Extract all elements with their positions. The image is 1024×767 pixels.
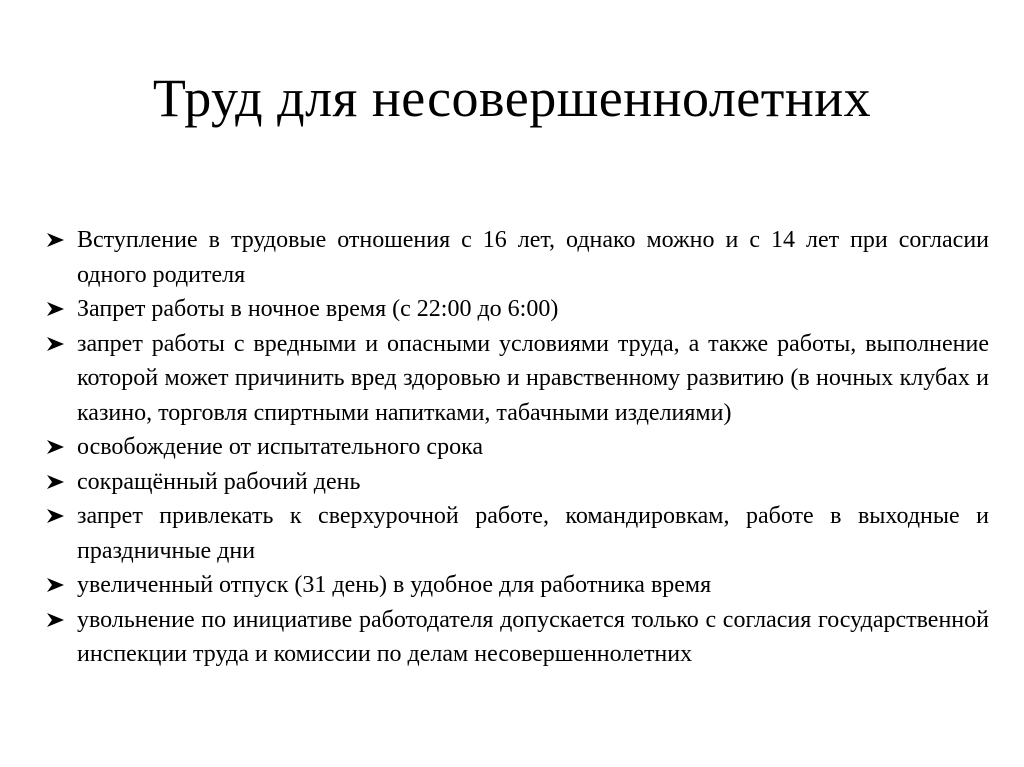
bullet-item: [44, 430, 989, 465]
bullet-text: увеличенный отпуск (31 день) в удобное для работника время: [77, 572, 712, 598]
bullet-item: [44, 568, 989, 603]
arrowhead-bullet-icon: [46, 327, 70, 362]
bullet-text: запрет работы с вредными и опасными условиями труда, а также работы, выполнение которой может причинить вред здоровью и нравственному развитию (в ночных клубах и казино, торговля спиртными напитками, табачными изделиями): [77, 330, 989, 426]
bullet-text: сокращённый рабочий день: [77, 468, 361, 495]
arrowhead-bullet-icon: [46, 465, 70, 500]
bullet-text: увольнение по инициативе работодателя допускается только с согласия государственной инспекции труда и комиссии по делам несовершеннолетних: [77, 606, 989, 667]
arrowhead-bullet-icon: [46, 430, 70, 465]
bullet-item: [44, 327, 989, 431]
bullet-item: [44, 292, 989, 327]
arrowhead-bullet-icon: [46, 568, 70, 603]
arrowhead-bullet-icon: [46, 223, 70, 258]
bullet-item: [44, 465, 989, 500]
bullet-item: [44, 223, 989, 292]
arrowhead-bullet-icon: [46, 292, 70, 327]
bullet-text: Запрет работы в ночное время (с 22:00 до 6:00): [77, 296, 559, 322]
arrowhead-bullet-icon: [46, 603, 70, 638]
bullet-text: запрет привлекать к сверхурочной работе, командировкам, работе в выходные и праздничные дни: [77, 503, 989, 564]
bullet-list: [44, 223, 989, 672]
slide-title: Труд для несовершеннолетних: [152, 68, 872, 128]
arrowhead-bullet-icon: [46, 499, 70, 534]
bullet-text: Вступление в трудовые отношения с 16 лет, однако можно и с 14 лет при согласии одного родителя: [77, 227, 989, 288]
bullet-item: [44, 603, 989, 672]
bullet-item: [44, 499, 989, 568]
bullet-text: освобождение от испытательного срока: [77, 434, 484, 460]
